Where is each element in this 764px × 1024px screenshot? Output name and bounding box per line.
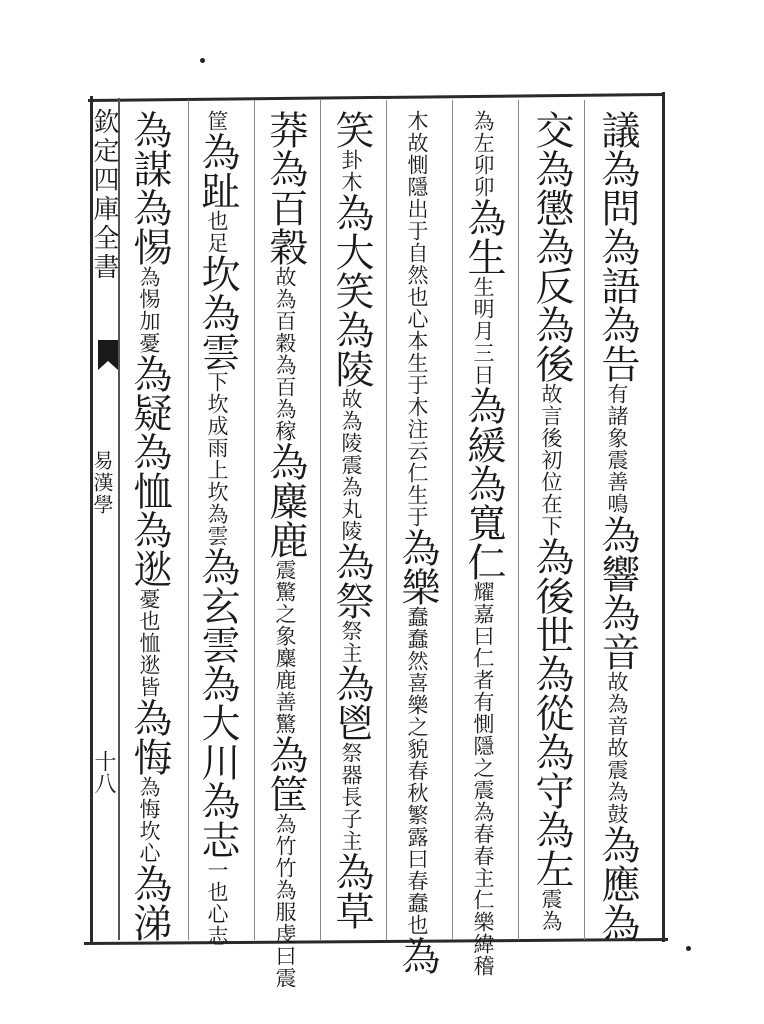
note-block bbox=[606, 671, 628, 825]
main-text: 為鬯 bbox=[329, 664, 374, 742]
text-column-8 bbox=[128, 110, 170, 942]
note-block bbox=[340, 388, 362, 542]
column-rule bbox=[518, 100, 519, 940]
note-line: 心本生于木注云仁生于 bbox=[405, 308, 429, 528]
note-line: 故為陵 bbox=[339, 388, 363, 454]
main-text: 為玄雲為大川為志 bbox=[195, 547, 240, 859]
column-rule bbox=[254, 100, 255, 940]
note-line: 月三日 bbox=[471, 320, 495, 386]
note-line: 加憂 bbox=[137, 310, 161, 354]
note-line: 憂也 bbox=[137, 588, 161, 632]
note-line: 下坎成雨 bbox=[205, 371, 229, 459]
note-line: 故言後 bbox=[539, 383, 563, 449]
note-line: 一也 bbox=[205, 859, 229, 903]
note-line: 長子主 bbox=[339, 786, 363, 852]
note-block bbox=[406, 110, 428, 528]
text-column-6 bbox=[264, 110, 306, 989]
note-block bbox=[472, 276, 494, 386]
fish-tail-mark-icon bbox=[98, 340, 118, 370]
note-block bbox=[406, 606, 428, 936]
column-rule bbox=[452, 100, 453, 940]
main-text: 為大笑為陵 bbox=[329, 193, 374, 388]
note-line: 上坎為雲 bbox=[205, 459, 229, 547]
main-text: 為樂 bbox=[395, 528, 440, 606]
text-column-2 bbox=[530, 110, 572, 932]
main-text: 為應為 bbox=[595, 825, 640, 942]
note-block bbox=[274, 813, 296, 989]
note-block bbox=[206, 859, 228, 947]
main-text: 為響為音 bbox=[595, 515, 640, 671]
main-text: 莽為百穀 bbox=[263, 110, 308, 266]
note-line: 耀嘉曰仁者有惻隱之 bbox=[471, 581, 495, 779]
note-line: 震為春春主仁樂緯稽 bbox=[471, 779, 495, 977]
note-line: 祭器 bbox=[339, 742, 363, 786]
note-block bbox=[472, 110, 494, 198]
note-line: 為左 bbox=[471, 110, 495, 154]
note-line: 為惕 bbox=[137, 266, 161, 310]
main-text: 為緩為寬仁 bbox=[461, 386, 506, 581]
note-line: 初位在下 bbox=[539, 449, 563, 537]
note-line: 足 bbox=[205, 232, 229, 254]
main-text: 為祭 bbox=[329, 542, 374, 620]
note-line: 有諸象 bbox=[605, 383, 629, 449]
note-line: 震為丸陵 bbox=[339, 454, 363, 542]
column-rule bbox=[386, 100, 387, 940]
note-line: 蠢蠢然喜樂之貌 bbox=[405, 606, 429, 760]
main-text: 為生 bbox=[461, 198, 506, 276]
note-line: 服虔曰震 bbox=[273, 901, 297, 989]
frame-top-border bbox=[88, 93, 664, 102]
note-line: 震善鳴 bbox=[605, 449, 629, 515]
note-line: 故為音 bbox=[605, 671, 629, 737]
text-column-3 bbox=[462, 110, 504, 977]
note-block bbox=[340, 620, 362, 664]
note-block bbox=[274, 266, 296, 442]
main-text: 為筐 bbox=[263, 735, 308, 813]
note-block bbox=[138, 776, 160, 864]
note-line: 主 bbox=[339, 642, 363, 664]
note-block bbox=[206, 210, 228, 254]
main-text: 交為懲為反為後 bbox=[529, 110, 574, 383]
note-line: 震為 bbox=[539, 888, 563, 932]
note-line: 故為百穀 bbox=[273, 266, 297, 354]
main-text: 為麋鹿 bbox=[263, 442, 308, 559]
note-line: 心志 bbox=[205, 903, 229, 947]
note-block bbox=[274, 559, 296, 735]
folio-number: 十八 bbox=[91, 750, 116, 794]
note-block bbox=[206, 371, 228, 547]
note-line: 故震為鼓 bbox=[605, 737, 629, 825]
note-block bbox=[540, 383, 562, 537]
column-rule bbox=[188, 100, 189, 940]
note-block bbox=[138, 588, 160, 698]
main-text: 為 bbox=[395, 936, 440, 975]
text-column-7 bbox=[196, 110, 238, 947]
note-line: 坎心 bbox=[137, 820, 161, 864]
note-line: 卦 bbox=[339, 149, 363, 171]
book-title: 欽定四庫全書 bbox=[89, 108, 119, 282]
main-text: 為謀為惕 bbox=[127, 110, 172, 266]
column-rule bbox=[320, 100, 321, 940]
note-line: 麋鹿善驚 bbox=[273, 647, 297, 735]
note-block bbox=[606, 383, 628, 515]
main-text: 議為問為語為告 bbox=[595, 110, 640, 383]
note-line: 祭 bbox=[339, 620, 363, 642]
note-block bbox=[138, 266, 160, 354]
ink-speck bbox=[200, 58, 205, 63]
main-text: 為草 bbox=[329, 852, 374, 930]
note-line: 為悔 bbox=[137, 776, 161, 820]
text-column-5 bbox=[330, 110, 372, 930]
note-line: 為百為稼 bbox=[273, 354, 297, 442]
text-column-1 bbox=[596, 110, 638, 942]
note-line: 筐 bbox=[205, 110, 229, 132]
section-title: 易漢學 bbox=[90, 450, 114, 516]
note-block bbox=[340, 742, 362, 852]
main-text: 坎為雲 bbox=[195, 254, 240, 371]
column-rule bbox=[584, 100, 585, 940]
note-line: 震驚之象 bbox=[273, 559, 297, 647]
main-text: 笑 bbox=[329, 110, 374, 149]
note-block bbox=[340, 149, 362, 193]
note-line: 也 bbox=[205, 210, 229, 232]
main-text: 為涕 bbox=[127, 864, 172, 942]
ink-speck bbox=[686, 946, 691, 951]
main-text: 為悔 bbox=[127, 698, 172, 776]
note-block bbox=[472, 581, 494, 977]
text-column-4 bbox=[396, 110, 438, 975]
frame-right-border bbox=[662, 92, 665, 942]
note-line: 木故惻隱出于自然也 bbox=[405, 110, 429, 308]
note-line: 卯卯 bbox=[471, 154, 495, 198]
main-text: 為疑為恤為逖 bbox=[127, 354, 172, 588]
note-line: 木 bbox=[339, 171, 363, 193]
note-line: 恤逖皆 bbox=[137, 632, 161, 698]
note-line: 春秋繁露曰春蠢也 bbox=[405, 760, 429, 936]
note-line: 生明 bbox=[471, 276, 495, 320]
main-text: 為趾 bbox=[195, 132, 240, 210]
note-line: 為竹竹為 bbox=[273, 813, 297, 901]
main-text: 為後世為從為守為左 bbox=[529, 537, 574, 888]
